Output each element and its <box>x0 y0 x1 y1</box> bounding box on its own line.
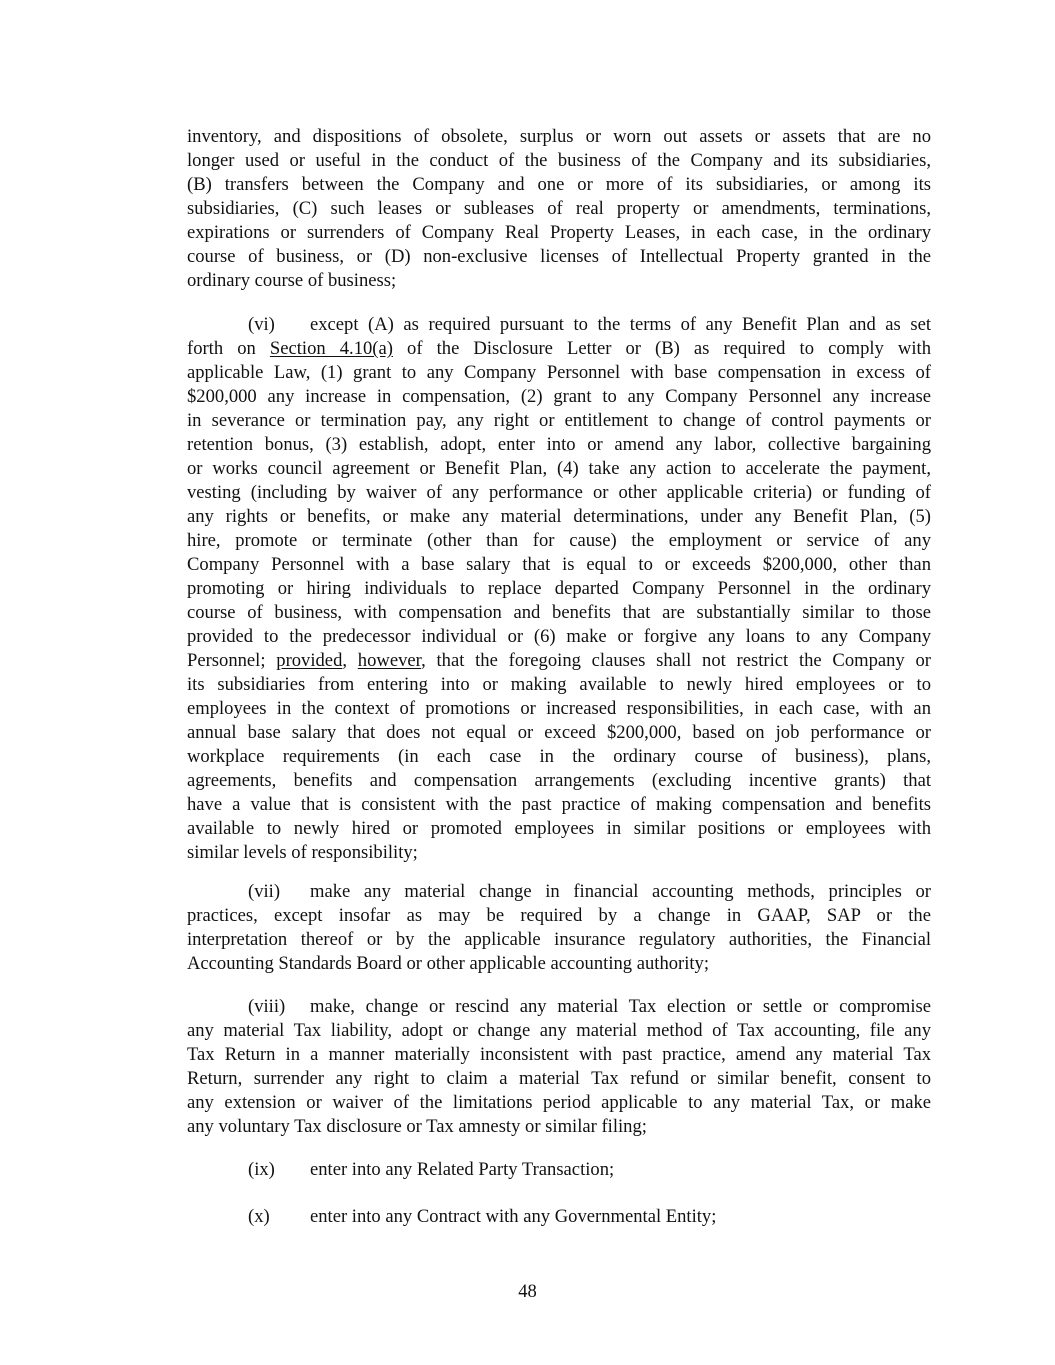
text-line: annual base salary that does not equal or exceed $200,000, based on job performance or <box>187 722 931 743</box>
text-line: available to newly hired or promoted employees in similar positions or employees with <box>187 818 931 839</box>
text-line: agreements, benefits and compensation arrangements (excluding incentive grants) that <box>187 770 931 791</box>
clause-text: make any material change in financial accounting methods, principles or <box>310 881 931 902</box>
text-line: have a value that is consistent with the past practice of making compensation and benefits <box>187 794 931 815</box>
text-line: course of business, or (D) non-exclusive licenses of Intellectual Property granted in the <box>187 246 931 267</box>
text-line: expirations or surrenders of Company Real Property Leases, in each case, in the ordinary <box>187 222 931 243</box>
page-number: 48 <box>518 1281 537 1302</box>
text-fragment: , that the foregoing clauses shall not restrict the Company or <box>421 650 931 671</box>
text-line: its subsidiaries from entering into or making available to newly hired employees or to <box>187 674 931 695</box>
text-line <box>187 649 931 673</box>
text-fragment: forth on <box>187 338 270 359</box>
clause-text: make, change or rescind any material Tax election or settle or compromise <box>310 996 931 1017</box>
text-line: longer used or useful in the conduct of the business of the Company and its subsidiaries, <box>187 150 931 171</box>
text-line: inventory, and dispositions of obsolete, surplus or worn out assets or assets that are no <box>187 126 931 147</box>
text-line: Tax Return in a manner materially inconsistent with past practice, amend any material Tax <box>187 1044 931 1065</box>
clause-first-line <box>187 995 931 1019</box>
text-line: Return, surrender any right to claim a material Tax refund or similar benefit, consent to <box>187 1068 931 1089</box>
text-line: course of business, with compensation and benefits that are substantially similar to those <box>187 602 931 623</box>
clause-vi <box>187 313 931 865</box>
text-line: similar levels of responsibility; <box>187 842 418 863</box>
text-line: any rights or benefits, or make any material determinations, under any Benefit Plan, (5) <box>187 506 931 527</box>
clause-text: enter into any Related Party Transaction; <box>310 1159 615 1180</box>
clause-label: (viii) <box>248 996 286 1017</box>
text-line: $200,000 any increase in compensation, (2) grant to any Company Personnel any increase <box>187 386 931 407</box>
text-line: subsidiaries, (C) such leases or subleases of real property or amendments, terminations, <box>187 198 931 219</box>
clause-label: (ix) <box>248 1159 275 1180</box>
clause-label: (vii) <box>248 881 281 902</box>
text-line: any extension or waiver of the limitations period applicable to any material Tax, or make <box>187 1092 931 1113</box>
text-line: promoting or hiring individuals to replace departed Company Personnel in the ordinary <box>187 578 931 599</box>
clause-text: enter into any Contract with any Governmental Entity; <box>310 1206 717 1227</box>
text-line: Company Personnel with a base salary that is equal to or exceeds $200,000, other than <box>187 554 931 575</box>
provided-term: provided <box>276 650 343 671</box>
text-line: in severance or termination pay, any right or entitlement to change of control payments or <box>187 410 931 431</box>
text-line: applicable Law, (1) grant to any Company Personnel with base compensation in excess of <box>187 362 931 383</box>
text-line: any material Tax liability, adopt or change any material method of Tax accounting, file any <box>187 1020 931 1041</box>
text-fragment: Personnel; <box>187 650 277 671</box>
text-line: interpretation thereof or by the applicable insurance regulatory authorities, the Financial <box>187 929 931 950</box>
text-line: practices, except insofar as may be required by a change in GAAP, SAP or the <box>187 905 931 926</box>
text-line: ordinary course of business; <box>187 270 397 291</box>
clause-text: except (A) as required pursuant to the terms of any Benefit Plan and as set <box>310 314 931 335</box>
section-reference-link[interactable]: Section 4.10(a) <box>269 338 393 359</box>
text-line: (B) transfers between the Company and one or more of its subsidiaries, or among its <box>187 174 931 195</box>
clause-first-line <box>187 880 931 904</box>
text-line: workplace requirements (in each case in the ordinary course of business), plans, <box>187 746 931 767</box>
text-line: any voluntary Tax disclosure or Tax amnesty or similar filing; <box>187 1116 647 1137</box>
clause-vii <box>187 880 931 976</box>
clause-viii <box>187 995 931 1139</box>
text-line: provided to the predecessor individual or (6) make or forgive any loans to any Company <box>187 626 931 647</box>
text-line <box>187 337 931 361</box>
clause-ix <box>248 1158 614 1182</box>
clause-label: (vi) <box>248 314 275 335</box>
text-line: hire, promote or terminate (other than for cause) the employment or service of any <box>187 530 931 551</box>
clause-x <box>248 1205 716 1229</box>
text-line: employees in the context of promotions or increased responsibilities, in each case, with an <box>187 698 931 719</box>
text-fragment: , <box>342 650 358 671</box>
text-line: Accounting Standards Board or other applicable accounting authority; <box>187 953 710 974</box>
clause-first-line <box>187 313 931 337</box>
continuation-paragraph <box>187 125 931 293</box>
clause-label: (x) <box>248 1206 270 1227</box>
however-term: however <box>357 650 422 671</box>
text-line: vesting (including by waiver of any performance or other applicable criteria) or funding of <box>187 482 931 503</box>
text-line: retention bonus, (3) establish, adopt, enter into or amend any labor, collective bargaining <box>187 434 931 455</box>
text-line: or works council agreement or Benefit Plan, (4) take any action to accelerate the payment, <box>187 458 931 479</box>
text-fragment: of the Disclosure Letter or (B) as required to comply with <box>392 338 931 359</box>
